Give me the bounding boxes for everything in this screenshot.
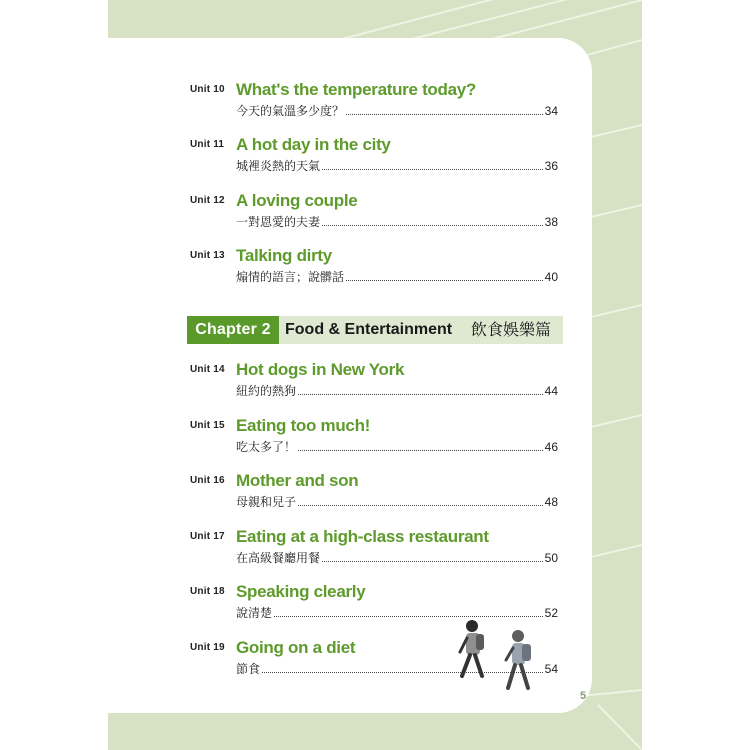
chapter-heading[interactable] <box>187 316 563 344</box>
unit-tag: Unit 10 <box>190 84 225 95</box>
chapter-title-en: Food & Entertainment <box>285 321 453 338</box>
chapter-title-zh: 飲食娛樂篇 <box>471 320 552 339</box>
unit-tag: Unit 11 <box>190 139 225 150</box>
unit-subtitle: 吃太多了！ <box>236 440 297 454</box>
unit-tag: Unit 17 <box>190 531 225 542</box>
unit-title: Going on a diet <box>236 638 356 657</box>
unit-tag: Unit 14 <box>190 364 225 375</box>
toc-leader <box>236 215 558 229</box>
dot-leader <box>322 224 543 226</box>
unit-subtitle: 今天的氣溫多少度？ <box>236 104 345 118</box>
toc-leader <box>236 440 558 454</box>
page-ref: 54 <box>544 662 558 676</box>
unit-subtitle: 母親和兒子 <box>236 495 297 509</box>
toc-leader <box>236 495 558 509</box>
unit-tag: Unit 19 <box>190 642 225 653</box>
unit-subtitle: 在高級餐廳用餐 <box>236 551 321 565</box>
unit-title: Speaking clearly <box>236 582 366 601</box>
unit-title: What's the temperature today? <box>236 80 476 99</box>
unit-tag: Unit 16 <box>190 475 225 486</box>
page-ref: 44 <box>544 384 558 398</box>
unit-tag: Unit 18 <box>190 586 225 597</box>
page-ref: 36 <box>544 159 558 173</box>
chapter-label: Chapter 2 <box>187 316 279 344</box>
dot-leader <box>346 279 543 281</box>
unit-subtitle: 一對恩愛的夫妻 <box>236 215 321 229</box>
dot-leader <box>322 168 543 170</box>
page-ref: 38 <box>544 215 558 229</box>
unit-title: Hot dogs in New York <box>236 360 405 379</box>
page-ref: 40 <box>544 270 558 284</box>
dot-leader <box>298 449 543 451</box>
dot-leader <box>322 560 543 562</box>
page-ref: 46 <box>544 440 558 454</box>
unit-tag: Unit 15 <box>190 420 225 431</box>
page-number: 5 <box>580 690 587 702</box>
two-hikers-with-backpacks-icon <box>452 616 542 696</box>
unit-title: Mother and son <box>236 471 359 490</box>
unit-subtitle: 節食 <box>236 662 261 676</box>
unit-title: Eating at a high-class restaurant <box>236 527 489 546</box>
unit-title: A loving couple <box>236 191 358 210</box>
unit-tag: Unit 12 <box>190 195 225 206</box>
unit-title: A hot day in the city <box>236 135 391 154</box>
toc-leader <box>236 270 558 284</box>
toc-leader <box>236 551 558 565</box>
dot-leader <box>298 504 543 506</box>
unit-title: Talking dirty <box>236 246 332 265</box>
unit-tag: Unit 13 <box>190 250 225 261</box>
unit-subtitle: 紐約的熱狗 <box>236 384 297 398</box>
page-ref: 48 <box>544 495 558 509</box>
hiker-icon <box>506 630 531 688</box>
toc-leader <box>236 384 558 398</box>
toc-leader <box>236 159 558 173</box>
unit-subtitle: 煽情的語言；說髒話 <box>236 270 345 284</box>
hiker-icon <box>460 620 484 676</box>
dot-leader <box>298 393 543 395</box>
unit-subtitle: 城裡炎熱的天氣 <box>236 159 321 173</box>
unit-title: Eating too much! <box>236 416 371 435</box>
dot-leader <box>346 113 543 115</box>
unit-subtitle: 說清楚 <box>236 606 273 620</box>
page-ref: 50 <box>544 551 558 565</box>
page-ref: 34 <box>544 104 558 118</box>
page-ref: 52 <box>544 606 558 620</box>
toc-leader <box>236 104 558 118</box>
